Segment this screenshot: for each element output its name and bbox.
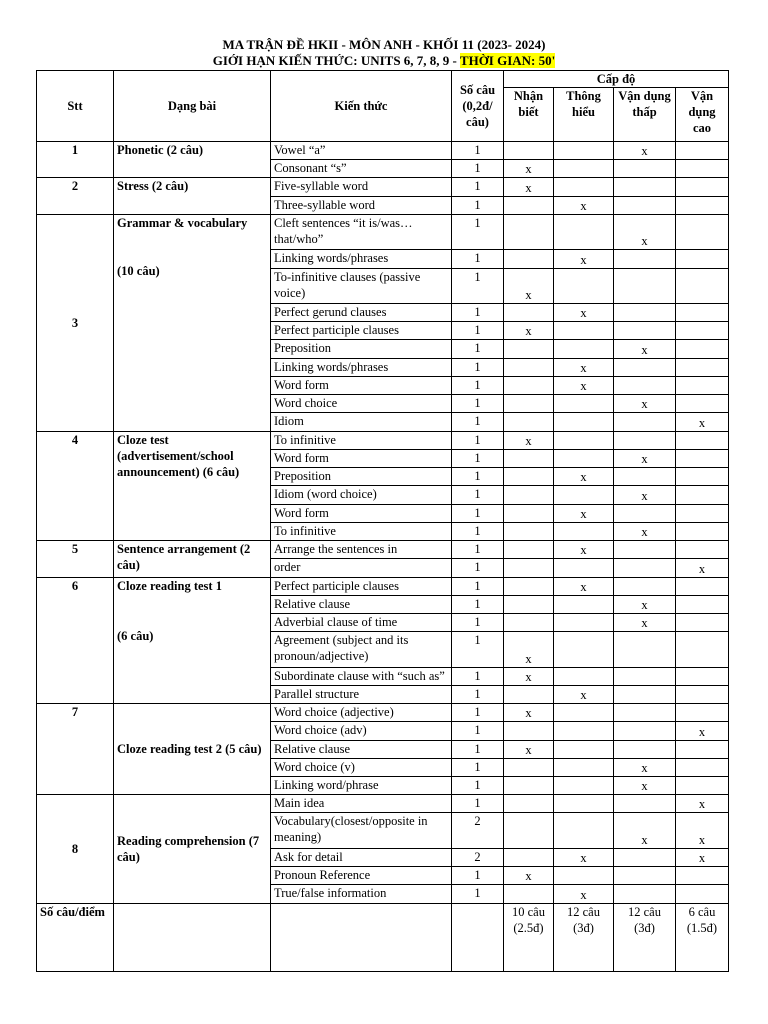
van-dung-thap-mark <box>614 376 676 394</box>
section-number: 1 <box>37 142 114 178</box>
nhan-biet-mark: x <box>504 178 554 196</box>
knowledge-cell: Relative clause <box>271 740 452 758</box>
question-count-cell: 1 <box>452 777 504 795</box>
knowledge-cell: To infinitive <box>271 522 452 540</box>
knowledge-cell: Preposition <box>271 340 452 358</box>
nhan-biet-mark <box>504 559 554 577</box>
knowledge-cell: Perfect gerund clauses <box>271 303 452 321</box>
thong-hieu-mark <box>554 813 614 848</box>
thong-hieu-mark <box>554 431 614 449</box>
thong-hieu-mark <box>554 740 614 758</box>
table-row <box>37 795 729 813</box>
nhan-biet-mark: x <box>504 704 554 722</box>
knowledge-cell: Word choice (adv) <box>271 722 452 740</box>
question-count-cell: 1 <box>452 322 504 340</box>
table-row <box>37 541 729 559</box>
question-count-cell: 1 <box>452 885 504 904</box>
footer-label: Số câu/điểm <box>37 904 114 972</box>
van-dung-cao-mark <box>676 178 729 196</box>
table-row <box>37 142 729 160</box>
exam-time-highlight: THỜI GIAN: 50' <box>459 53 556 68</box>
nhan-biet-mark <box>504 722 554 740</box>
nhan-biet-mark <box>504 196 554 214</box>
thong-hieu-mark <box>554 214 614 249</box>
question-count-cell: 1 <box>452 376 504 394</box>
nhan-biet-mark <box>504 813 554 848</box>
van-dung-cao-mark <box>676 704 729 722</box>
section-number: 7 <box>37 704 114 795</box>
knowledge-cell: To-infinitive clauses (passive voice) <box>271 268 452 303</box>
question-count-cell: 1 <box>452 303 504 321</box>
nhan-biet-mark: x <box>504 431 554 449</box>
section-type <box>114 795 271 904</box>
table-row <box>37 214 729 249</box>
nhan-biet-mark <box>504 577 554 595</box>
knowledge-cell: Arrange the sentences in <box>271 541 452 559</box>
van-dung-thap-mark: x <box>614 486 676 504</box>
question-count-cell: 1 <box>452 541 504 559</box>
knowledge-cell: Idiom (word choice) <box>271 486 452 504</box>
header-van-dung-thap: Vận dụng thấp <box>614 88 676 142</box>
nhan-biet-mark <box>504 541 554 559</box>
knowledge-cell: Word choice <box>271 395 452 413</box>
thong-hieu-mark <box>554 758 614 776</box>
thong-hieu-mark <box>554 340 614 358</box>
question-count-cell: 1 <box>452 595 504 613</box>
table-row <box>37 431 729 449</box>
nhan-biet-mark <box>504 522 554 540</box>
nhan-biet-mark <box>504 777 554 795</box>
section-number: 5 <box>37 541 114 577</box>
thong-hieu-mark <box>554 613 614 631</box>
nhan-biet-mark <box>504 449 554 467</box>
knowledge-cell: Cleft sentences “it is/was… that/who” <box>271 214 452 249</box>
question-count-cell: 1 <box>452 340 504 358</box>
section-type-label: Sentence arrangement (2 câu) <box>117 542 251 573</box>
document-title: MA TRẬN ĐỀ HKII - MÔN ANH - KHỐI 11 (2023- 2024) <box>222 37 546 52</box>
question-count-cell: 2 <box>452 848 504 866</box>
thong-hieu-mark <box>554 142 614 160</box>
section-number: 4 <box>37 431 114 540</box>
van-dung-cao-mark <box>676 358 729 376</box>
van-dung-cao-mark: x <box>676 813 729 848</box>
knowledge-cell: Main idea <box>271 795 452 813</box>
nhan-biet-mark <box>504 613 554 631</box>
van-dung-thap-mark <box>614 867 676 885</box>
section-question-count: (6 câu) <box>117 628 154 643</box>
knowledge-cell: Subordinate clause with “such as” <box>271 667 452 685</box>
van-dung-cao-mark <box>676 577 729 595</box>
question-count-cell: 1 <box>452 559 504 577</box>
nhan-biet-mark: x <box>504 867 554 885</box>
van-dung-cao-mark <box>676 685 729 703</box>
question-count-cell: 1 <box>452 214 504 249</box>
thong-hieu-mark <box>554 322 614 340</box>
nhan-biet-mark <box>504 358 554 376</box>
section-type <box>114 431 271 540</box>
van-dung-cao-mark: x <box>676 559 729 577</box>
van-dung-thap-mark <box>614 704 676 722</box>
van-dung-thap-mark <box>614 250 676 268</box>
van-dung-cao-mark: x <box>676 722 729 740</box>
van-dung-cao-mark <box>676 268 729 303</box>
nhan-biet-mark <box>504 142 554 160</box>
knowledge-cell: Pronoun Reference <box>271 867 452 885</box>
section-type-label: Phonetic (2 câu) <box>117 143 204 157</box>
question-count-cell: 2 <box>452 813 504 848</box>
nhan-biet-mark <box>504 486 554 504</box>
van-dung-thap-mark: x <box>614 214 676 249</box>
van-dung-thap-mark <box>614 685 676 703</box>
section-type <box>114 577 271 704</box>
knowledge-cell: Consonant “s” <box>271 160 452 178</box>
thong-hieu-mark <box>554 595 614 613</box>
thong-hieu-mark: x <box>554 504 614 522</box>
van-dung-cao-mark <box>676 196 729 214</box>
knowledge-cell: Preposition <box>271 468 452 486</box>
van-dung-thap-mark: x <box>614 395 676 413</box>
question-count-cell: 1 <box>452 431 504 449</box>
van-dung-thap-mark: x <box>614 777 676 795</box>
nhan-biet-mark: x <box>504 268 554 303</box>
footer-empty-cell <box>271 904 452 972</box>
van-dung-cao-mark: x <box>676 413 729 431</box>
thong-hieu-mark: x <box>554 358 614 376</box>
thong-hieu-mark <box>554 867 614 885</box>
nhan-biet-mark <box>504 885 554 904</box>
question-count-cell: 1 <box>452 358 504 376</box>
section-number: 3 <box>37 214 114 431</box>
van-dung-cao-mark <box>676 395 729 413</box>
knowledge-cell: To infinitive <box>271 431 452 449</box>
thong-hieu-mark <box>554 160 614 178</box>
nhan-biet-mark <box>504 758 554 776</box>
section-type <box>114 214 271 431</box>
section-type <box>114 178 271 214</box>
thong-hieu-mark <box>554 704 614 722</box>
nhan-biet-mark <box>504 340 554 358</box>
van-dung-cao-mark <box>676 758 729 776</box>
thong-hieu-mark: x <box>554 468 614 486</box>
question-count-cell: 1 <box>452 704 504 722</box>
knowledge-cell: Ask for detail <box>271 848 452 866</box>
knowledge-cell: order <box>271 559 452 577</box>
knowledge-cell: Relative clause <box>271 595 452 613</box>
van-dung-cao-mark <box>676 667 729 685</box>
section-type <box>114 142 271 178</box>
header-van-dung-cao: Vận dụng cao <box>676 88 729 142</box>
question-count-cell: 1 <box>452 449 504 467</box>
van-dung-cao-mark <box>676 322 729 340</box>
van-dung-thap-mark <box>614 268 676 303</box>
thong-hieu-mark <box>554 559 614 577</box>
knowledge-cell: True/false information <box>271 885 452 904</box>
thong-hieu-mark <box>554 777 614 795</box>
thong-hieu-mark <box>554 178 614 196</box>
section-type-label: Cloze reading test 2 (5 câu) <box>117 742 262 757</box>
van-dung-thap-mark <box>614 178 676 196</box>
thong-hieu-mark <box>554 795 614 813</box>
van-dung-cao-mark <box>676 250 729 268</box>
footer-thong-hieu-total: 12 câu (3đ) <box>554 904 614 972</box>
nhan-biet-mark: x <box>504 740 554 758</box>
thong-hieu-mark: x <box>554 303 614 321</box>
van-dung-thap-mark <box>614 577 676 595</box>
van-dung-cao-mark <box>676 777 729 795</box>
section-type <box>114 704 271 795</box>
knowledge-scope: GIỚI HẠN KIẾN THỨC: UNITS 6, 7, 8, 9 - <box>212 53 457 68</box>
van-dung-cao-mark <box>676 160 729 178</box>
van-dung-cao-mark <box>676 468 729 486</box>
van-dung-thap-mark: x <box>614 449 676 467</box>
van-dung-thap-mark <box>614 504 676 522</box>
question-count-cell: 1 <box>452 178 504 196</box>
nhan-biet-mark <box>504 685 554 703</box>
question-count-cell: 1 <box>452 758 504 776</box>
thong-hieu-mark: x <box>554 577 614 595</box>
question-count-cell: 1 <box>452 486 504 504</box>
section-number: 8 <box>37 795 114 904</box>
van-dung-thap-mark <box>614 885 676 904</box>
van-dung-thap-mark <box>614 413 676 431</box>
van-dung-thap-mark <box>614 541 676 559</box>
footer-empty-cell <box>114 904 271 972</box>
van-dung-thap-mark <box>614 431 676 449</box>
question-count-cell: 1 <box>452 250 504 268</box>
document-subtitle <box>0 53 768 69</box>
nhan-biet-mark <box>504 250 554 268</box>
question-count-cell: 1 <box>452 740 504 758</box>
nhan-biet-mark <box>504 795 554 813</box>
thong-hieu-mark <box>554 268 614 303</box>
knowledge-cell: Vowel “a” <box>271 142 452 160</box>
van-dung-thap-mark <box>614 160 676 178</box>
van-dung-cao-mark <box>676 613 729 631</box>
footer-van-dung-thap-total: 12 câu (3đ) <box>614 904 676 972</box>
nhan-biet-mark: x <box>504 322 554 340</box>
question-count-cell: 1 <box>452 468 504 486</box>
nhan-biet-mark <box>504 848 554 866</box>
section-type-label: Stress (2 câu) <box>117 179 189 194</box>
van-dung-cao-mark <box>676 885 729 904</box>
question-count-cell: 1 <box>452 413 504 431</box>
nhan-biet-mark <box>504 468 554 486</box>
header-dang-bai: Dạng bài <box>114 71 271 142</box>
van-dung-cao-mark <box>676 431 729 449</box>
thong-hieu-mark <box>554 395 614 413</box>
thong-hieu-mark: x <box>554 885 614 904</box>
van-dung-cao-mark <box>676 867 729 885</box>
question-count-cell: 1 <box>452 395 504 413</box>
thong-hieu-mark <box>554 413 614 431</box>
thong-hieu-mark: x <box>554 541 614 559</box>
knowledge-cell: Word form <box>271 504 452 522</box>
knowledge-cell: Word choice (adjective) <box>271 704 452 722</box>
van-dung-thap-mark <box>614 358 676 376</box>
knowledge-cell: Three-syllable word <box>271 196 452 214</box>
question-count-cell: 1 <box>452 867 504 885</box>
nhan-biet-mark <box>504 303 554 321</box>
question-count-cell: 1 <box>452 522 504 540</box>
nhan-biet-mark: x <box>504 632 554 667</box>
van-dung-thap-mark: x <box>614 758 676 776</box>
question-count-cell: 1 <box>452 613 504 631</box>
section-number: 6 <box>37 577 114 704</box>
knowledge-cell: Word form <box>271 449 452 467</box>
thong-hieu-mark <box>554 667 614 685</box>
van-dung-cao-mark <box>676 486 729 504</box>
knowledge-cell: Word choice (v) <box>271 758 452 776</box>
section-type-label: Cloze reading test 1 <box>117 578 222 593</box>
van-dung-thap-mark: x <box>614 813 676 848</box>
van-dung-thap-mark <box>614 848 676 866</box>
knowledge-cell: Five-syllable word <box>271 178 452 196</box>
van-dung-thap-mark: x <box>614 522 676 540</box>
thong-hieu-mark <box>554 632 614 667</box>
header-thong-hieu: Thông hiểu <box>554 88 614 142</box>
nhan-biet-mark: x <box>504 160 554 178</box>
van-dung-cao-mark <box>676 142 729 160</box>
question-count-cell: 1 <box>452 142 504 160</box>
question-count-cell: 1 <box>452 722 504 740</box>
section-type-label: Reading comprehension (7 câu) <box>117 834 260 865</box>
van-dung-thap-mark <box>614 468 676 486</box>
knowledge-cell: Perfect participle clauses <box>271 577 452 595</box>
knowledge-cell: Adverbial clause of time <box>271 613 452 631</box>
van-dung-thap-mark: x <box>614 340 676 358</box>
section-type-label: Cloze test (advertisement/school announcement) (6 câu) <box>117 432 240 479</box>
header-kien-thuc: Kiến thức <box>271 71 452 142</box>
van-dung-cao-mark <box>676 595 729 613</box>
nhan-biet-mark <box>504 214 554 249</box>
van-dung-cao-mark <box>676 522 729 540</box>
nhan-biet-mark: x <box>504 667 554 685</box>
thong-hieu-mark: x <box>554 685 614 703</box>
van-dung-thap-mark <box>614 632 676 667</box>
knowledge-cell: Idiom <box>271 413 452 431</box>
nhan-biet-mark <box>504 504 554 522</box>
van-dung-cao-mark <box>676 449 729 467</box>
van-dung-thap-mark <box>614 667 676 685</box>
thong-hieu-mark <box>554 722 614 740</box>
matrix-body <box>37 142 729 904</box>
table-row <box>37 577 729 595</box>
thong-hieu-mark: x <box>554 196 614 214</box>
table-row <box>37 704 729 722</box>
van-dung-thap-mark: x <box>614 595 676 613</box>
van-dung-thap-mark <box>614 722 676 740</box>
van-dung-thap-mark <box>614 322 676 340</box>
van-dung-cao-mark: x <box>676 795 729 813</box>
thong-hieu-mark: x <box>554 250 614 268</box>
footer-nhan-biet-total: 10 câu (2.5đ) <box>504 904 554 972</box>
question-count-cell: 1 <box>452 667 504 685</box>
footer-empty-cell <box>452 904 504 972</box>
van-dung-thap-mark: x <box>614 613 676 631</box>
van-dung-cao-mark <box>676 214 729 249</box>
van-dung-cao-mark <box>676 340 729 358</box>
van-dung-cao-mark <box>676 632 729 667</box>
question-count-cell: 1 <box>452 160 504 178</box>
van-dung-cao-mark <box>676 541 729 559</box>
question-count-cell: 1 <box>452 795 504 813</box>
thong-hieu-mark: x <box>554 376 614 394</box>
knowledge-cell: Linking word/phrase <box>271 777 452 795</box>
thong-hieu-mark <box>554 486 614 504</box>
knowledge-cell: Perfect participle clauses <box>271 322 452 340</box>
knowledge-cell: Word form <box>271 376 452 394</box>
nhan-biet-mark <box>504 595 554 613</box>
van-dung-cao-mark <box>676 504 729 522</box>
footer-van-dung-cao-total: 6 câu (1.5đ) <box>676 904 729 972</box>
nhan-biet-mark <box>504 376 554 394</box>
van-dung-thap-mark <box>614 196 676 214</box>
table-row <box>37 178 729 196</box>
van-dung-thap-mark <box>614 740 676 758</box>
question-count-cell: 1 <box>452 632 504 667</box>
knowledge-cell: Agreement (subject and its pronoun/adjective) <box>271 632 452 667</box>
nhan-biet-mark <box>504 413 554 431</box>
van-dung-cao-mark <box>676 303 729 321</box>
question-count-cell: 1 <box>452 196 504 214</box>
section-type <box>114 541 271 577</box>
thong-hieu-mark: x <box>554 848 614 866</box>
header-so-cau: Số câu (0,2đ/ câu) <box>452 71 504 142</box>
knowledge-cell: Linking words/phrases <box>271 358 452 376</box>
van-dung-thap-mark <box>614 559 676 577</box>
header-cap-do: Cấp độ <box>504 71 729 88</box>
question-count-cell: 1 <box>452 577 504 595</box>
knowledge-cell: Vocabulary(closest/opposite in meaning) <box>271 813 452 848</box>
header-stt: Stt <box>37 71 114 142</box>
exam-matrix-table <box>36 70 729 972</box>
question-count-cell: 1 <box>452 504 504 522</box>
van-dung-thap-mark <box>614 795 676 813</box>
thong-hieu-mark <box>554 522 614 540</box>
section-number: 2 <box>37 178 114 214</box>
van-dung-thap-mark <box>614 303 676 321</box>
knowledge-cell: Linking words/phrases <box>271 250 452 268</box>
section-type-label: Grammar & vocabulary <box>117 215 248 230</box>
section-question-count: (10 câu) <box>117 263 160 278</box>
nhan-biet-mark <box>504 395 554 413</box>
van-dung-cao-mark <box>676 376 729 394</box>
knowledge-cell: Parallel structure <box>271 685 452 703</box>
van-dung-cao-mark: x <box>676 848 729 866</box>
van-dung-cao-mark <box>676 740 729 758</box>
header-nhan-biet: Nhận biết <box>504 88 554 142</box>
thong-hieu-mark <box>554 449 614 467</box>
question-count-cell: 1 <box>452 268 504 303</box>
van-dung-thap-mark: x <box>614 142 676 160</box>
question-count-cell: 1 <box>452 685 504 703</box>
